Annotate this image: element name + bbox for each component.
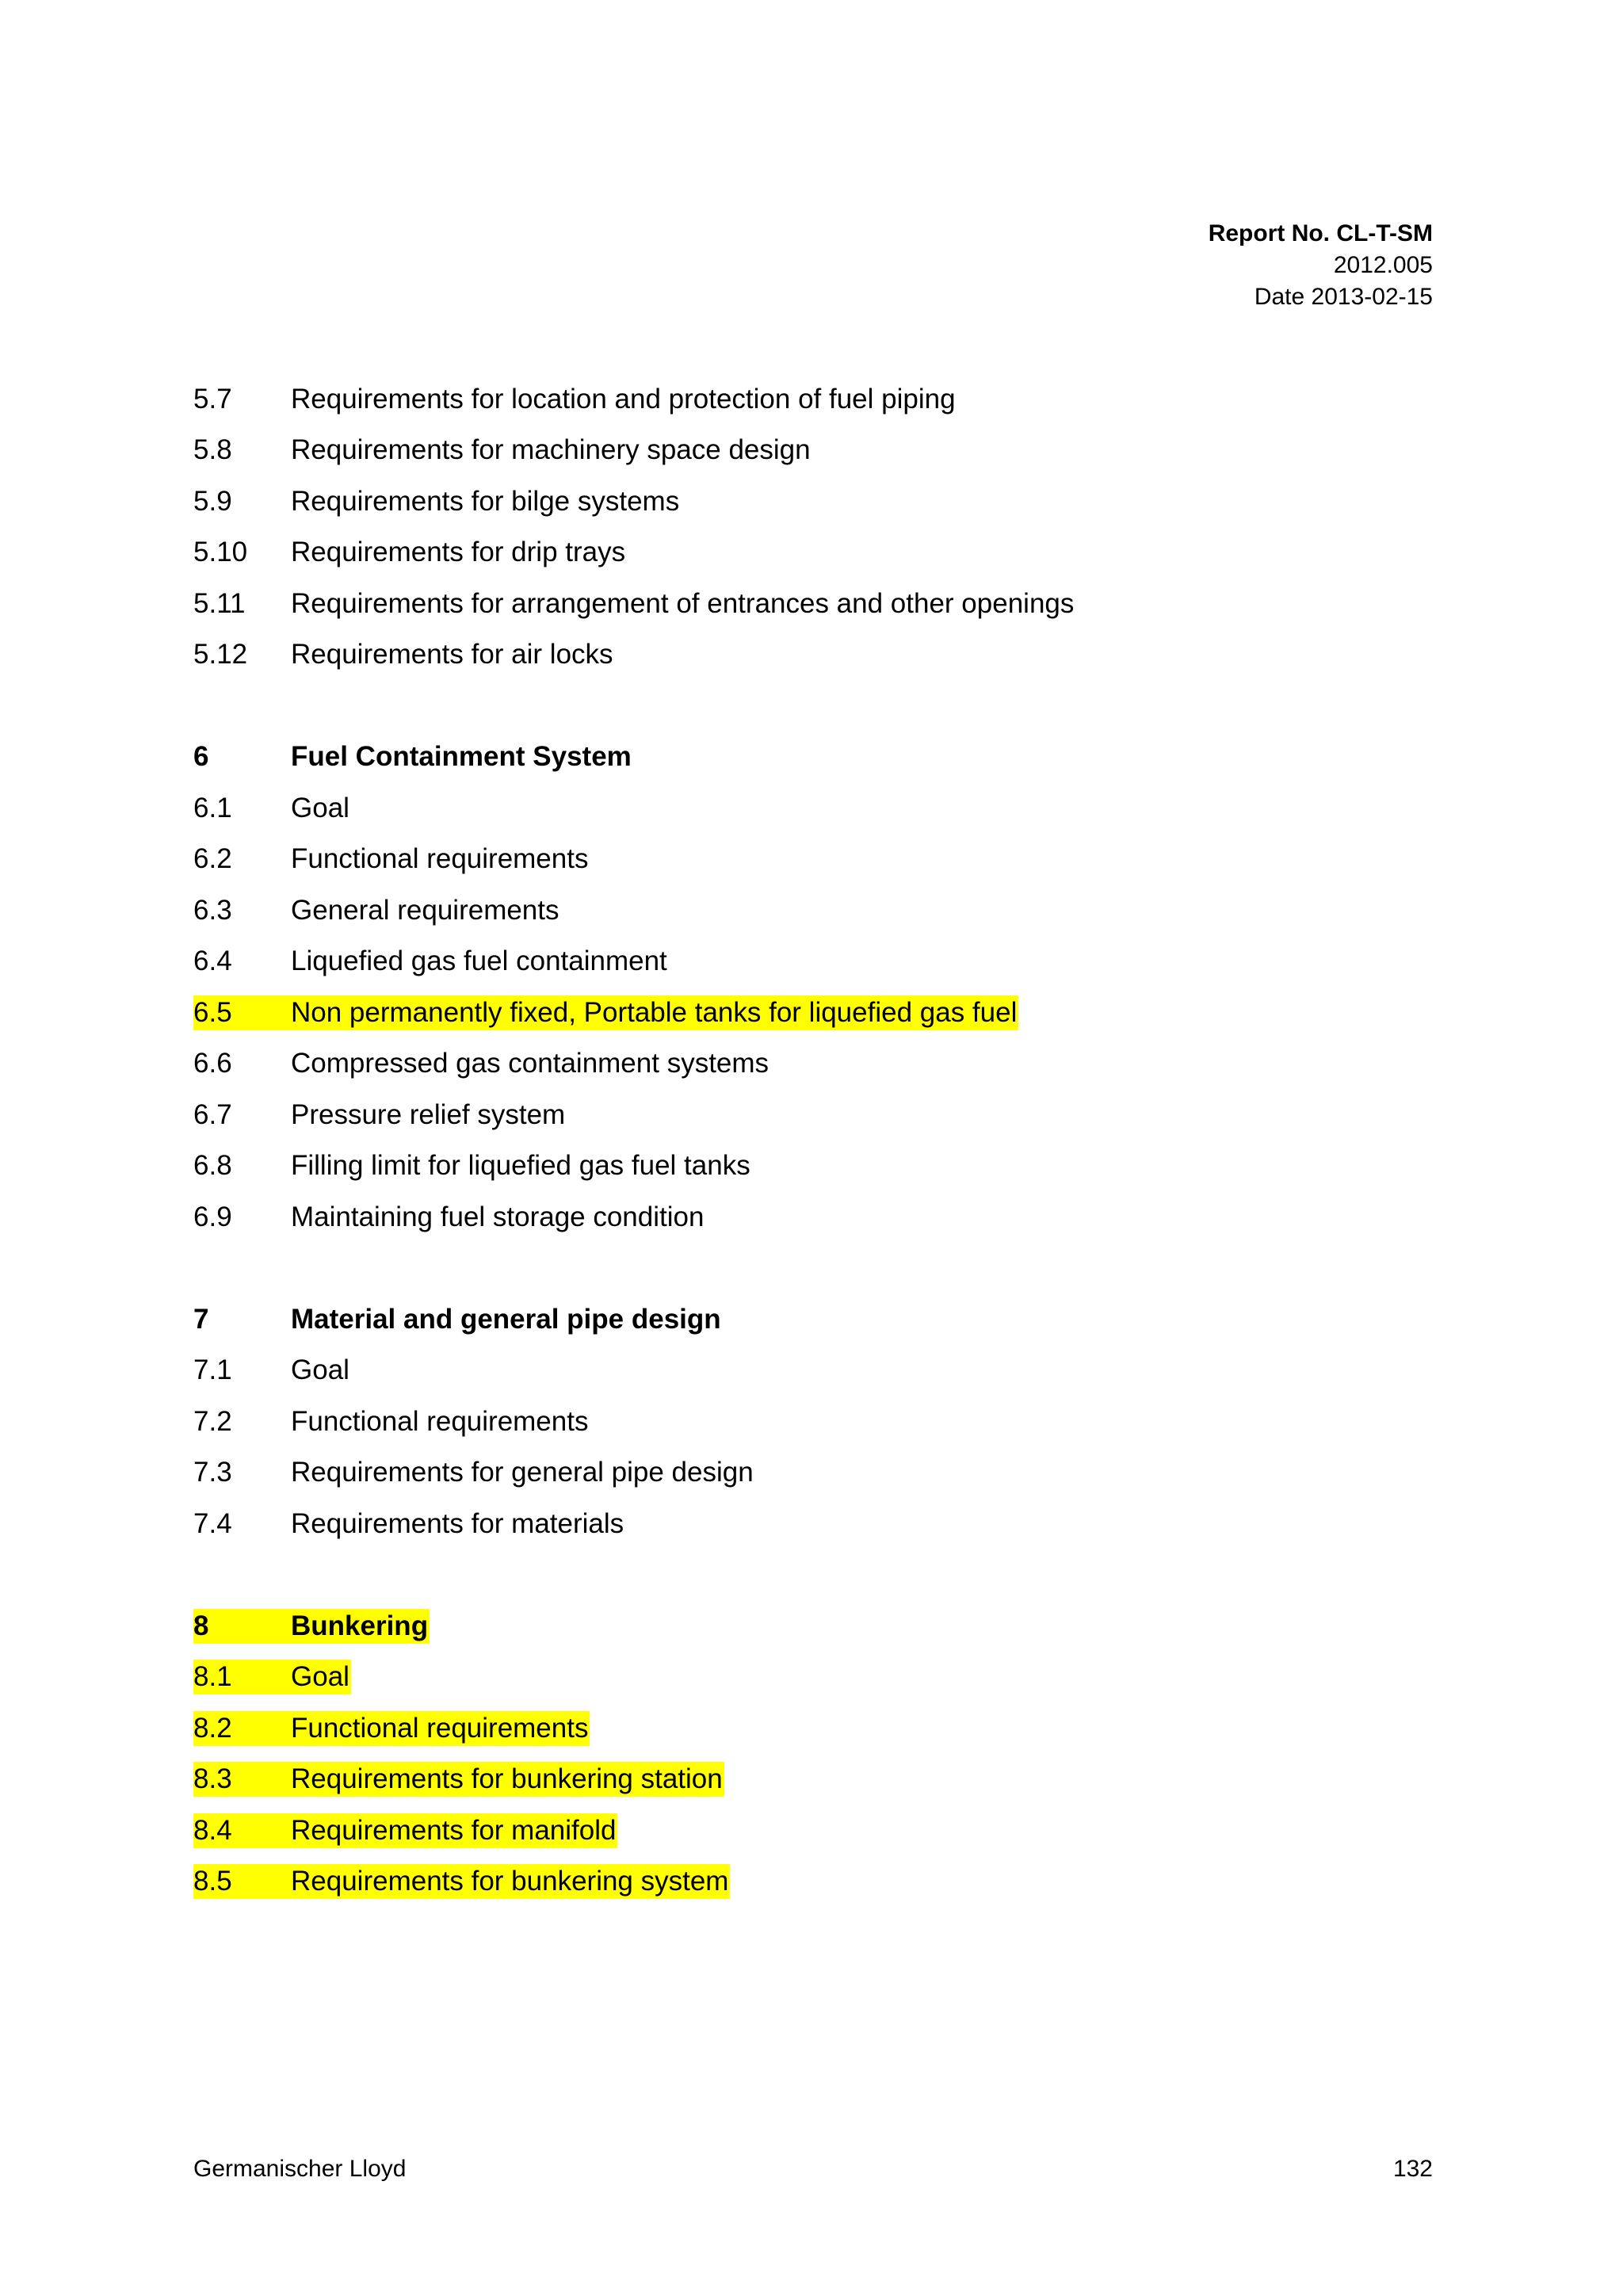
footer-page-number: 132 bbox=[1392, 2156, 1433, 2182]
toc-entry-6-5-highlighted[interactable] bbox=[193, 986, 1445, 1037]
toc-heading-8-highlighted[interactable] bbox=[193, 1599, 1445, 1651]
toc-entry-title: Requirements for manifold bbox=[291, 1814, 617, 1846]
toc-entry-7-1[interactable] bbox=[193, 1344, 1445, 1396]
toc-entry-5-12[interactable] bbox=[193, 628, 1445, 680]
toc-entry-5-9[interactable] bbox=[193, 475, 1445, 526]
toc-entry-8-1-highlighted[interactable] bbox=[193, 1651, 1445, 1702]
toc-entry-6-2[interactable] bbox=[193, 833, 1445, 884]
toc-entry-title: Fuel Containment System bbox=[291, 741, 632, 773]
toc-entry-number: 7 bbox=[193, 1303, 209, 1335]
toc-entry-title: Goal bbox=[291, 792, 349, 823]
report-date: Date 2013-02-15 bbox=[1254, 284, 1433, 310]
toc-entry-5-11[interactable] bbox=[193, 577, 1445, 628]
toc-entry-6-3[interactable] bbox=[193, 884, 1445, 935]
toc-entry-title: Requirements for materials bbox=[291, 1507, 624, 1539]
toc-entry-number: 6.4 bbox=[193, 946, 232, 977]
toc-entry-title: Goal bbox=[291, 1661, 349, 1693]
toc-entry-7-4[interactable] bbox=[193, 1497, 1445, 1549]
toc-entry-title: Functional requirements bbox=[291, 1405, 589, 1437]
toc-entry-number: 8.1 bbox=[193, 1661, 232, 1693]
toc-entry-number: 6.5 bbox=[193, 996, 232, 1028]
section-gap bbox=[193, 679, 1445, 731]
toc-entry-6-4[interactable] bbox=[193, 935, 1445, 987]
toc-entry-7-3[interactable] bbox=[193, 1446, 1445, 1498]
toc-entry-number: 6.8 bbox=[193, 1150, 232, 1182]
toc-entry-number: 5.7 bbox=[193, 383, 232, 415]
toc-entry-number: 8.2 bbox=[193, 1712, 232, 1744]
toc-entry-8-5-highlighted[interactable] bbox=[193, 1855, 1445, 1907]
toc-entry-8-4-highlighted[interactable] bbox=[193, 1804, 1445, 1855]
toc-entry-number: 6.1 bbox=[193, 792, 232, 823]
toc-entry-title: Pressure relief system bbox=[291, 1098, 566, 1130]
toc-entry-title: Requirements for arrangement of entrances and other openings bbox=[291, 587, 1075, 619]
toc-entry-title: Requirements for bilge systems bbox=[291, 485, 680, 517]
toc-entry-title: Requirements for bunkering system bbox=[291, 1866, 729, 1897]
report-number: Report No. CL-T-SM bbox=[1208, 220, 1433, 246]
toc-entry-number: 5.12 bbox=[193, 639, 248, 670]
toc-entry-number: 5.9 bbox=[193, 485, 232, 517]
toc-entry-title: Functional requirements bbox=[291, 843, 589, 875]
toc-entry-title: Requirements for location and protection of fuel piping bbox=[291, 383, 956, 415]
toc-entry-title: Material and general pipe design bbox=[291, 1303, 721, 1335]
toc-entry-title: Requirements for air locks bbox=[291, 639, 613, 670]
toc-entry-5-10[interactable] bbox=[193, 526, 1445, 578]
toc-entry-title: Functional requirements bbox=[291, 1712, 589, 1744]
toc-entry-6-8[interactable] bbox=[193, 1140, 1445, 1191]
toc-entry-6-9[interactable] bbox=[193, 1190, 1445, 1242]
toc-entry-title: Non permanently fixed, Portable tanks for liquefied gas fuel bbox=[291, 996, 1018, 1028]
section-gap bbox=[193, 1549, 1445, 1600]
toc-entry-8-3-highlighted[interactable] bbox=[193, 1753, 1445, 1805]
toc-entry-title: Compressed gas containment systems bbox=[291, 1048, 769, 1079]
toc-entry-6-6[interactable] bbox=[193, 1037, 1445, 1089]
toc-entry-number: 5.11 bbox=[193, 587, 246, 619]
report-header bbox=[1209, 218, 1433, 313]
toc-entry-title: General requirements bbox=[291, 894, 559, 926]
toc-heading-7[interactable] bbox=[193, 1293, 1445, 1344]
section-gap bbox=[193, 1242, 1445, 1293]
toc-entry-5-7[interactable] bbox=[193, 372, 1445, 424]
table-of-contents bbox=[193, 372, 1445, 1906]
toc-entry-number: 8.5 bbox=[193, 1866, 232, 1897]
toc-entry-6-1[interactable] bbox=[193, 781, 1445, 833]
toc-entry-number: 7.1 bbox=[193, 1354, 232, 1386]
report-year: 2012.005 bbox=[1333, 252, 1433, 278]
toc-entry-6-7[interactable] bbox=[193, 1088, 1445, 1140]
toc-entry-title: Requirements for drip trays bbox=[291, 537, 626, 568]
toc-entry-number: 6.3 bbox=[193, 894, 232, 926]
toc-entry-title: Bunkering bbox=[291, 1610, 429, 1641]
toc-entry-number: 8.3 bbox=[193, 1763, 232, 1795]
toc-entry-number: 5.8 bbox=[193, 434, 232, 466]
toc-entry-number: 8.4 bbox=[193, 1814, 232, 1846]
toc-entry-title: Goal bbox=[291, 1354, 349, 1386]
toc-entry-7-2[interactable] bbox=[193, 1395, 1445, 1446]
toc-entry-title: Maintaining fuel storage condition bbox=[291, 1201, 705, 1232]
toc-entry-number: 6.6 bbox=[193, 1048, 232, 1079]
toc-entry-title: Filling limit for liquefied gas fuel tanks bbox=[291, 1150, 750, 1182]
toc-entry-number: 6.7 bbox=[193, 1098, 232, 1130]
toc-entry-number: 7.4 bbox=[193, 1507, 232, 1539]
toc-entry-title: Requirements for machinery space design bbox=[291, 434, 811, 466]
toc-entry-number: 6.2 bbox=[193, 843, 232, 875]
toc-entry-title: Requirements for general pipe design bbox=[291, 1457, 754, 1488]
toc-entry-title: Requirements for bunkering station bbox=[291, 1763, 723, 1795]
toc-entry-number: 6.9 bbox=[193, 1201, 232, 1232]
toc-entry-8-2-highlighted[interactable] bbox=[193, 1702, 1445, 1753]
toc-entry-number: 7.2 bbox=[193, 1405, 232, 1437]
toc-entry-5-8[interactable] bbox=[193, 424, 1445, 476]
toc-entry-number: 5.10 bbox=[193, 537, 248, 568]
toc-heading-6[interactable] bbox=[193, 731, 1445, 782]
toc-entry-title: Liquefied gas fuel containment bbox=[291, 946, 667, 977]
footer-company: Germanischer Lloyd bbox=[193, 2156, 407, 2182]
toc-entry-number: 7.3 bbox=[193, 1457, 232, 1488]
toc-entry-number: 6 bbox=[193, 741, 209, 773]
toc-entry-number: 8 bbox=[193, 1610, 209, 1641]
